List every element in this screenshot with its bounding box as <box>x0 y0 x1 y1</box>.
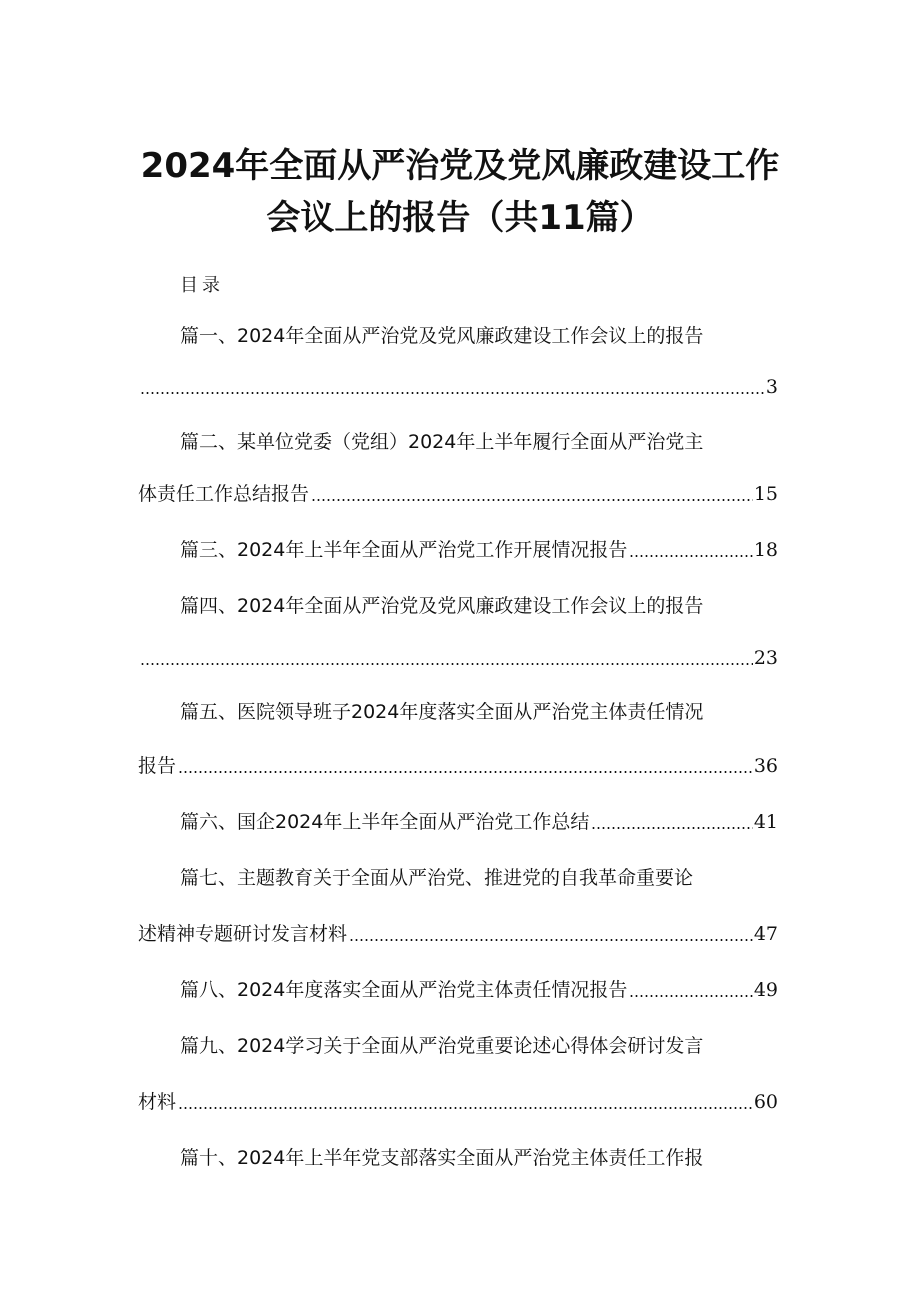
toc-entry-2-leader[interactable] <box>138 482 778 506</box>
toc-entry-9-continuation: 材料 <box>138 1091 177 1113</box>
toc-entry-9-title[interactable]: 篇九、2024学习关于全面从严治党重要论述心得体会研讨发言 <box>180 1035 704 1057</box>
toc-heading: 目录 <box>180 275 224 296</box>
document-title-line-1: 2024年全面从严治党及党风廉政建设工作 <box>140 146 780 186</box>
toc-entry-10-title[interactable]: 篇十、2024年上半年党支部落实全面从严治党主体责任工作报 <box>180 1147 704 1169</box>
dot-leader <box>311 499 753 501</box>
toc-entry-1-leader[interactable] <box>138 375 778 399</box>
toc-entry-5-leader[interactable] <box>138 754 778 778</box>
dot-leader <box>349 939 753 941</box>
toc-entry-5-continuation: 报告 <box>138 755 177 777</box>
dot-leader <box>591 827 752 829</box>
dot-leader <box>178 1107 753 1109</box>
dot-leader <box>140 392 765 394</box>
toc-entry-7-title[interactable]: 篇七、主题教育关于全面从严治党、推进党的自我革命重要论 <box>180 867 694 889</box>
toc-entry-7-leader[interactable] <box>138 922 778 946</box>
toc-entry-7-continuation: 述精神专题研讨发言材料 <box>138 923 348 945</box>
toc-entry-9-page: 60 <box>753 1091 778 1113</box>
dot-leader <box>629 995 752 997</box>
toc-entry-6-title: 篇六、国企2024年上半年全面从严治党工作总结 <box>180 811 590 833</box>
toc-entry-2-title[interactable]: 篇二、某单位党委（党组）2024年上半年履行全面从严治党主 <box>180 431 704 453</box>
toc-entry-4-page: 23 <box>753 647 778 669</box>
dot-leader <box>629 555 752 557</box>
toc-entry-1-page: 3 <box>765 376 778 398</box>
toc-entry-4-title[interactable]: 篇四、2024年全面从严治党及党风廉政建设工作会议上的报告 <box>180 595 704 617</box>
toc-entry-6-page: 41 <box>753 811 778 833</box>
toc-entry-7-page: 47 <box>753 923 778 945</box>
toc-entry-1-title[interactable]: 篇一、2024年全面从严治党及党风廉政建设工作会议上的报告 <box>180 325 704 347</box>
toc-entry-8[interactable] <box>180 978 778 1002</box>
toc-entry-3[interactable] <box>180 538 778 562</box>
document-title-line-2: 会议上的报告（共11篇） <box>266 198 654 238</box>
toc-entry-5-title[interactable]: 篇五、医院领导班子2024年度落实全面从严治党主体责任情况 <box>180 701 704 723</box>
toc-entry-4-leader[interactable] <box>138 646 778 670</box>
toc-entry-6[interactable] <box>180 810 778 834</box>
toc-entry-3-page: 18 <box>753 539 778 561</box>
toc-entry-8-page: 49 <box>753 979 778 1001</box>
dot-leader <box>178 771 753 773</box>
toc-entry-9-leader[interactable] <box>138 1090 778 1114</box>
toc-entry-5-page: 36 <box>753 755 778 777</box>
toc-entry-3-title: 篇三、2024年上半年全面从严治党工作开展情况报告 <box>180 539 628 561</box>
toc-entry-2-page: 15 <box>753 483 778 505</box>
toc-entry-8-title: 篇八、2024年度落实全面从严治党主体责任情况报告 <box>180 979 628 1001</box>
dot-leader <box>140 663 753 665</box>
toc-entry-2-continuation: 体责任工作总结报告 <box>138 483 310 505</box>
